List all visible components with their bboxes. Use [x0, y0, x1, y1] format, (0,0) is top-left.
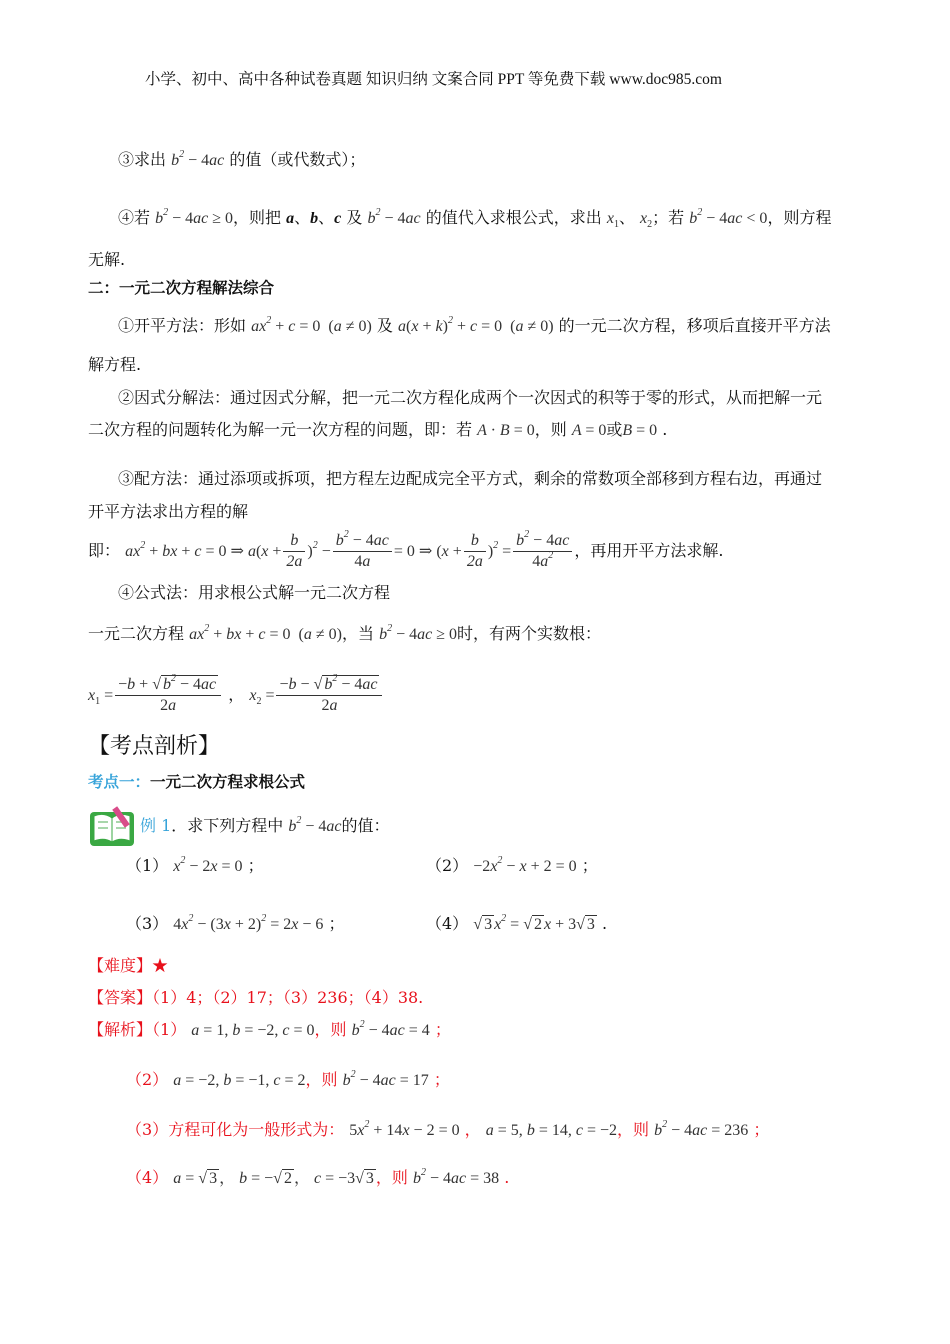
method-3-formula: 即： $ax^2$ + bx + c = 0 ⇒ a(x + $\frac{b}{2a}$ )$^2$ − $\frac{b^2 - 4ac}{4a}$ = 0 ⇒ (x + $\frac{b}{2a}$ )$^2$ = $\frac{b^2 - 4ac}{4a^2}$ ，再用开平方法求解.	[88, 529, 724, 570]
solution-3: （3）方程可化为一般形式为： $5x^2 + 14x - 2 = 0$ ， a = 5, b = 14, c = −2，则 $b^2 - 4ac = 236$ ；	[126, 1119, 770, 1139]
step-3: ③求出 $b^2 - 4ac$ 的值（或代数式）；	[118, 149, 366, 169]
method-2-line2: 二次方程的问题转化为解一元一次方程的问题，即：若 A · B = 0，则 A = 0或B = 0 .	[88, 420, 668, 439]
step-4-cont: 无解.	[88, 250, 126, 269]
method-4-cond: 一元二次方程 $ax^2$ + bx + c = 0 (a ≠ 0)，当 $b^2 - 4ac \ge 0$时，有两个实数根：	[88, 623, 602, 643]
example-item-1: （1） $x^2 - 2x = 0$ ；	[126, 855, 264, 875]
solution-2: （2） a = −2, b = −1, c = 2，则 $b^2 - 4ac = 17$ ；	[126, 1069, 450, 1089]
method-4: ④公式法：用求根公式解一元二次方程	[118, 583, 391, 602]
example-item-2: $(2) -2x^2 - x + 2 = 0$ ；	[426, 855, 598, 875]
method-3-line2: 开平方法求出方程的解	[88, 502, 249, 521]
book-pencil-icon	[88, 804, 140, 848]
quadratic-formula: $x_1$ = $\frac{-b + √ b^2 - 4ac}{2a}$ ， $x_2$ = $\frac{-b - √ b^2 - 4ac}{2a}$	[88, 668, 384, 722]
analysis-title: 【考点剖析】	[88, 734, 221, 759]
example-1: 例 1．求下列方程中 $b^2 - 4ac$的值：	[140, 815, 390, 835]
section-title: 二：一元二次方程解法综合	[88, 279, 275, 297]
page-header: 小学、初中、高中各种试卷真题 知识归纳 文案合同 PPT 等免费下载 www.doc985.com	[145, 71, 722, 88]
solution-1: 【解析】（1） a = 1, b = −2, c = 0，则 $b^2 - 4ac = 4$ ；	[88, 1019, 451, 1039]
method-1-cont: 解方程.	[88, 355, 142, 374]
difficulty: 【难度】★	[88, 956, 169, 975]
method-2: ②因式分解法：通过因式分解，把一元二次方程化成两个一次因式的积等于零的形式，从而把解一元	[118, 388, 823, 407]
discriminant-expr: $b^2 - 4ac$	[171, 149, 225, 169]
answer: 【答案】（1）4；（2）17；（3）236；（4）38.	[88, 988, 424, 1007]
method-3: ③配方法：通过添项或拆项，把方程左边配成完全平方式，剩余的常数项全部移到方程右边，再通过	[118, 469, 823, 488]
example-item-3: （3） $4x^2 - (3x + 2)^2 = 2x - 6$ ；	[126, 913, 345, 933]
method-1: ①开平方法：形如 $ax^2 + c = 0$ (a ≠ 0) 及 $a(x + k)^2 + c = 0$ (a ≠ 0) 的一元二次方程，移项后直接开平方法	[118, 315, 831, 335]
example-item-4: （4） √ 3 $x^2$ = √ 2 x + 3√ 3 .	[426, 913, 608, 933]
kaodian-heading: 考点一：一元二次方程求根公式	[88, 773, 306, 791]
step-4: ④若 $b^2 - 4ac \ge 0$，则把 a、b、c 及 $b^2 - 4ac$ 的值代入求根公式，求出 $x_1$、 $x_2$；若 $b^2 - 4ac < 0$，则方程	[118, 207, 832, 230]
solution-4: （4） a = √ 3 ， b = −√ 2 ， c = −3√ 3 ，则 $b^2 - 4ac = 38$ .	[126, 1167, 510, 1187]
